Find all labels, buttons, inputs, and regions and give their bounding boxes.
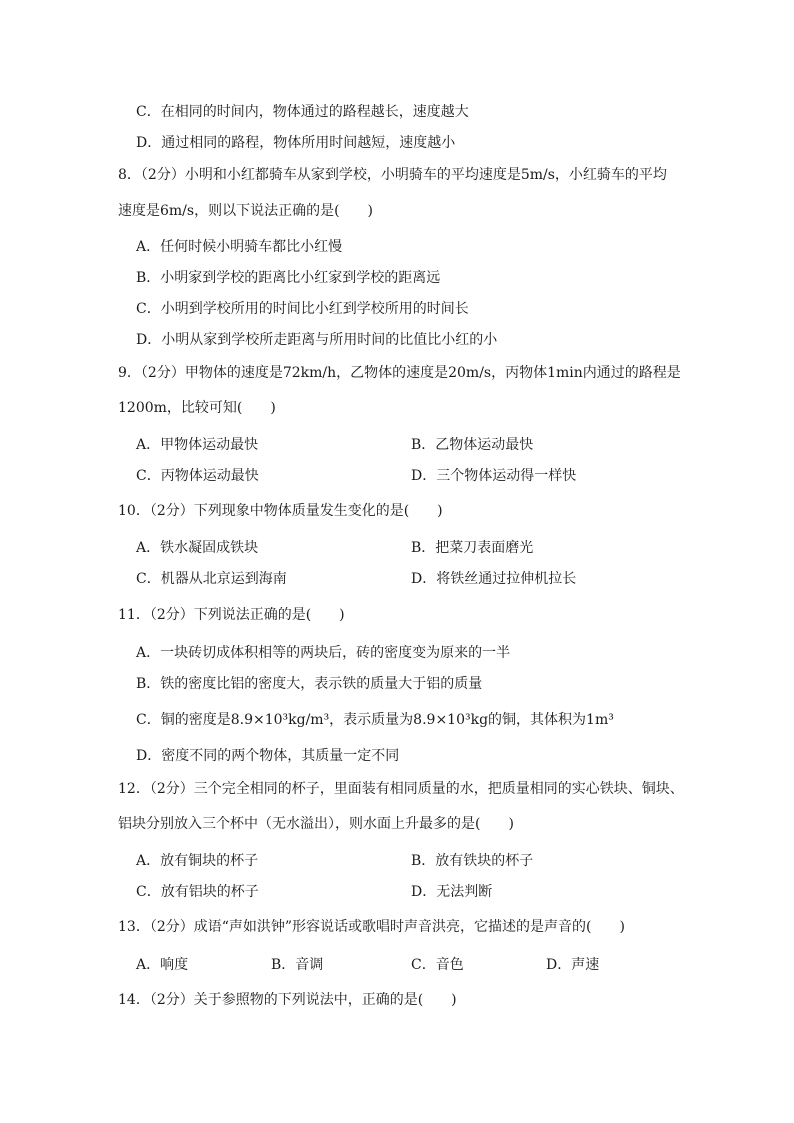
q10-option-b: B．把菜刀表面磨光 <box>411 540 534 556</box>
q13-option-b: B．音调 <box>271 957 324 973</box>
q12-stem-line2: 铝块分别放入三个杯中（无水溢出），则水面上升最多的是( ) <box>118 816 514 832</box>
q14-stem: 14．（2分）关于参照物的下列说法中，正确的是( ) <box>118 992 457 1008</box>
q12-option-b: B．放有铁块的杯子 <box>411 853 534 869</box>
q12-option-d: D．无法判断 <box>411 884 493 900</box>
q10-option-c: C．机器从北京运到海南 <box>136 571 287 587</box>
q11-option-a: A．一块砖切成体积相等的两块后，砖的密度变为原来的一半 <box>136 645 511 661</box>
q8-option-c: C．小明到学校所用的时间比小红到学校所用的时间长 <box>136 301 469 317</box>
q8-option-a: A．任何时候小明骑车都比小红慢 <box>136 239 343 255</box>
q9-option-a: A．甲物体运动最快 <box>136 437 259 453</box>
q8-option-b: B．小明家到学校的距离比小红家到学校的距离远 <box>136 270 441 286</box>
q10-option-d: D．将铁丝通过拉伸机拉长 <box>411 571 577 587</box>
q9-option-d: D．三个物体运动得一样快 <box>411 468 577 484</box>
q10-option-a: A．铁水凝固成铁块 <box>136 540 259 556</box>
q13-option-c: C．音色 <box>411 957 464 973</box>
q8-stem-line2: 速度是6m/s，则以下说法正确的是( ) <box>118 203 374 219</box>
q12-option-c: C．放有铝块的杯子 <box>136 884 259 900</box>
q7-option-c: C．在相同的时间内，物体通过的路程越长，速度越大 <box>136 104 469 120</box>
q9-stem-line2: 1200m，比较可知( ) <box>118 400 276 416</box>
q9-option-b: B．乙物体运动最快 <box>411 437 534 453</box>
q11-stem: 11．（2分）下列说法正确的是( ) <box>118 607 345 623</box>
q13-option-d: D．声速 <box>546 957 600 973</box>
q11-option-d: D．密度不同的两个物体，其质量一定不同 <box>136 748 400 764</box>
q11-option-b: B．铁的密度比铝的密度大，表示铁的质量大于铝的质量 <box>136 676 483 692</box>
q12-option-a: A．放有铜块的杯子 <box>136 853 259 869</box>
q12-stem-line1: 12．（2分）三个完全相同的杯子，里面装有相同质量的水，把质量相同的实心铁块、铜块、 <box>118 781 684 797</box>
q9-option-c: C．丙物体运动最快 <box>136 468 259 484</box>
q8-option-d: D．小明从家到学校所走距离与所用时间的比值比小红的小 <box>136 332 498 348</box>
q11-option-c: C．铜的密度是8.9×10³kg/m³，表示质量为8.9×10³kg的铜，其体积为1m³ <box>136 712 614 728</box>
q7-option-d: D．通过相同的路程，物体所用时间越短，速度越小 <box>136 135 456 151</box>
q9-stem-line1: 9．（2分）甲物体的速度是72km/h，乙物体的速度是20m/s，丙物体1min内通过的路程是 <box>118 365 681 381</box>
q10-stem: 10．（2分）下列现象中物体质量发生变化的是( ) <box>118 503 443 519</box>
q13-option-a: A．响度 <box>136 957 189 973</box>
q8-stem-line1: 8．（2分）小明和小红都骑车从家到学校，小明骑车的平均速度是5m/s，小红骑车的平均 <box>118 167 667 183</box>
q13-stem: 13．（2分）成语“声如洪钟”形容说话或歌唱时声音洪亮，它描述的是声音的( ) <box>118 919 625 935</box>
